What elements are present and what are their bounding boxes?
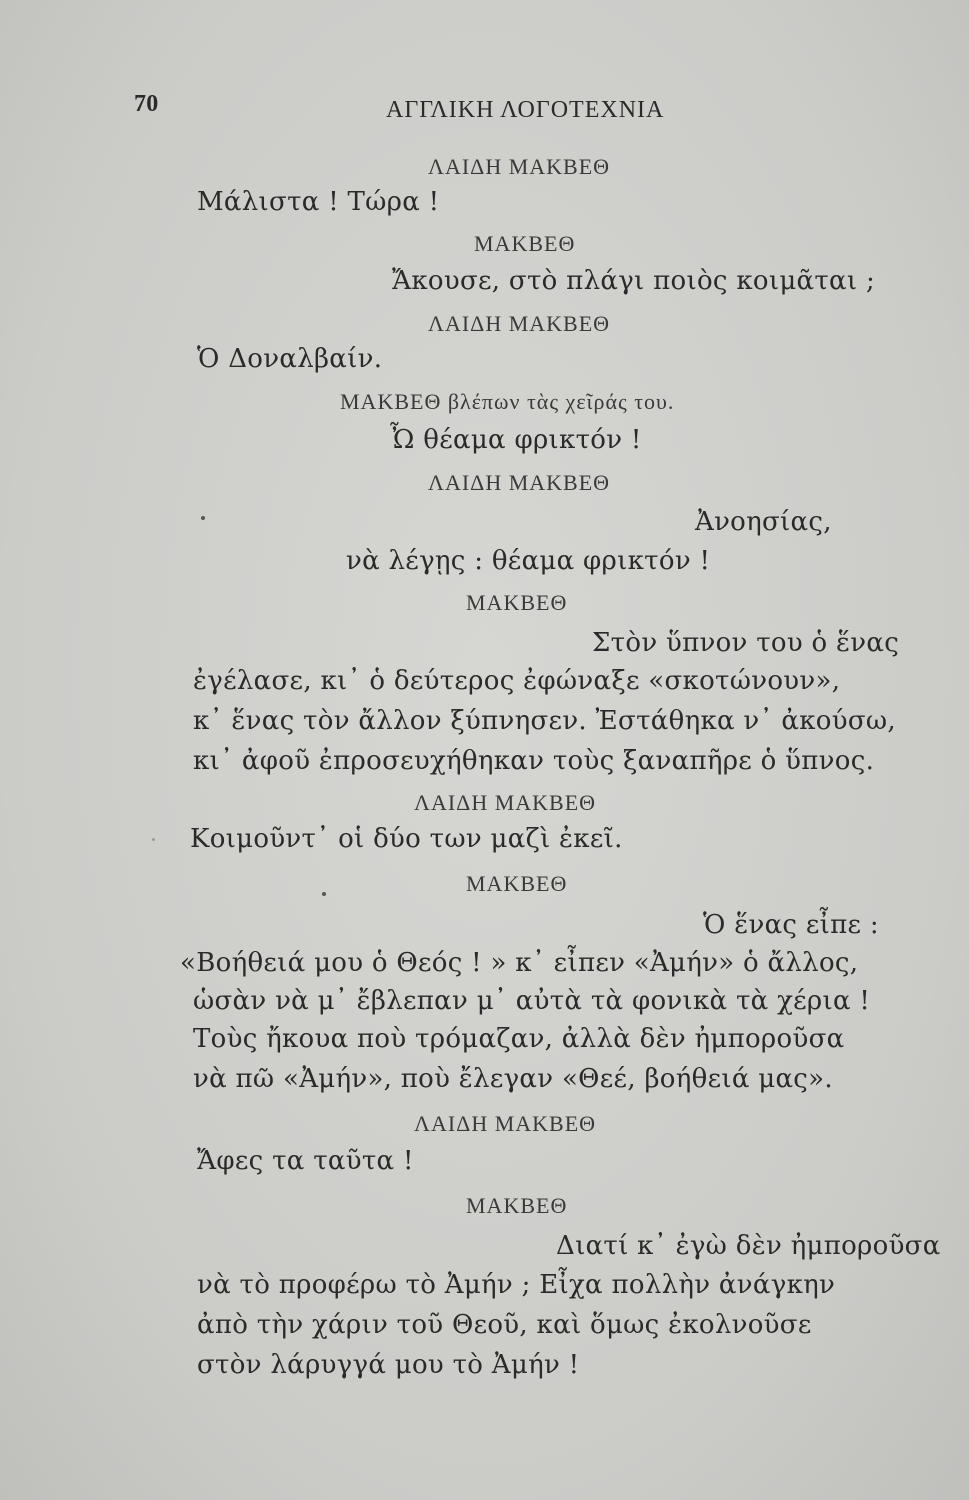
verse-line: ἀπὸ τὴν χάριν τοῦ Θεοῦ, καὶ ὅμως ἐκολνοῦσε bbox=[197, 1310, 812, 1340]
speaker-label: ΜΑΚΒΕΘ bbox=[466, 1193, 568, 1218]
verse-line: νὰ τὸ προφέρω τὸ Ἀμήν ; Εἶχα πολλὴν ἀνάγκην bbox=[197, 1270, 836, 1300]
verse-line: νὰ πῶ «Ἀμήν», ποὺ ἔλεγαν «Θεέ, βοήθειά μας». bbox=[193, 1064, 833, 1094]
verse-line: κ᾽ ἕνας τὸν ἄλλον ξύπνησεν. Ἐστάθηκα ν᾽ ἀκούσω, bbox=[193, 706, 896, 736]
verse-line: Τοὺς ἤκουα ποὺ τρόμαζαν, ἀλλὰ δὲν ἠμποροῦσα bbox=[193, 1024, 845, 1054]
verse-line: ἐγέλασε, κι᾽ ὁ δεύτερος ἐφώναξε «σκοτώνουν», bbox=[193, 666, 841, 696]
page-number: 70 bbox=[134, 91, 159, 117]
verse-line: «Βοήθειά μου ὁ Θεός ! » κ᾽ εἶπεν «Ἀμήν» ὁ ἄλλος, bbox=[180, 948, 859, 978]
verse-line: Ὁ ἕνας εἶπε : bbox=[703, 910, 879, 940]
speaker-label: ΛΑΙΔΗ ΜΑΚΒΕΘ bbox=[414, 790, 597, 815]
verse-line: ὡσὰν νὰ μ᾽ ἔβλεπαν μ᾽ αὐτὰ τὰ φονικὰ τὰ χέρια ! bbox=[193, 986, 871, 1016]
verse-line: Ἀνοησίας, bbox=[695, 507, 832, 537]
speaker-label: ΜΑΚΒΕΘ bbox=[466, 590, 568, 615]
ink-speck bbox=[322, 892, 326, 896]
speaker-label: ΜΑΚΒΕΘ bbox=[466, 871, 568, 896]
speaker-label: ΛΑΙΔΗ ΜΑΚΒΕΘ bbox=[428, 154, 611, 179]
verse-line: Διατί κ᾽ ἐγὼ δὲν ἠμποροῦσα bbox=[556, 1231, 941, 1261]
verse-line: Ἄκουσε, στὸ πλάγι ποιὸς κοιμᾶται ; bbox=[392, 266, 876, 296]
verse-line: νὰ λέγῃς : θέαμα φρικτόν ! bbox=[346, 546, 711, 576]
verse-line: Στὸν ὕπνον του ὁ ἕνας bbox=[592, 628, 900, 658]
verse-line: Μάλιστα ! Τώρα ! bbox=[197, 187, 440, 217]
verse-line: Ἄφες τα ταῦτα ! bbox=[197, 1146, 414, 1176]
verse-line: κι᾽ ἀφοῦ ἐπροσευχήθηκαν τοὺς ξαναπῆρε ὁ ὕπνος. bbox=[193, 746, 875, 776]
verse-line: Κοιμοῦντ᾽ οἱ δύο των μαζὶ ἐκεῖ. bbox=[190, 824, 623, 854]
running-title: ΑΓΓΛΙΚΗ ΛΟΓΟΤΕΧΝΙΑ bbox=[386, 97, 665, 123]
verse-line: Ὦ θέαμα φρικτόν ! bbox=[390, 425, 642, 455]
speaker-label: ΛΑΙΔΗ ΜΑΚΒΕΘ bbox=[414, 1111, 597, 1136]
ink-speck bbox=[201, 516, 205, 520]
stage-direction: ΜΑΚΒΕΘ βλέπων τὰς χεῖράς του. bbox=[340, 389, 675, 414]
ink-speck bbox=[152, 838, 155, 841]
speaker-label: ΛΑΙΔΗ ΜΑΚΒΕΘ bbox=[428, 311, 611, 336]
verse-line: στὸν λάρυγγά μου τὸ Ἀμήν ! bbox=[197, 1350, 580, 1380]
speaker-label: ΜΑΚΒΕΘ bbox=[474, 231, 576, 256]
verse-line: Ὁ Δοναλβαίν. bbox=[197, 344, 383, 374]
speaker-label: ΛΑΙΔΗ ΜΑΚΒΕΘ bbox=[428, 470, 611, 495]
